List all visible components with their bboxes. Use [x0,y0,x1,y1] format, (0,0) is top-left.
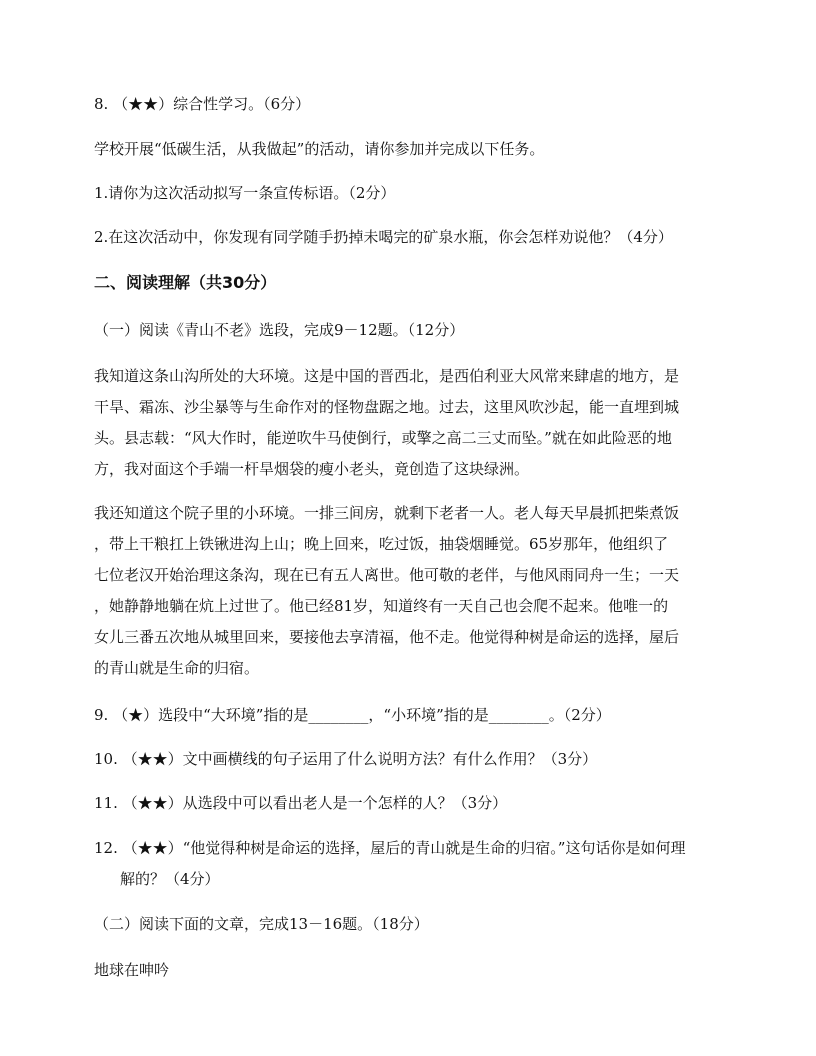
passage-line: 女儿三番五次地从城里回来，要接他去享清福，他不走。他觉得种树是命运的选择，屋后 [94,628,680,646]
passage-line: ，带上干粮扛上铁锹进沟上山；晚上回来，吃过饭，抽袋烟睡觉。65岁那年，他组织了 [94,535,669,553]
question-8-title: 8. （★★）综合性学习。（6分） [94,95,311,113]
passage-paragraph-1 [94,366,724,490]
question-8-task-1: 1.请你为这次活动拟写一条宣传标语。（2分） [94,184,396,202]
part-2-title: （二）阅读下面的文章，完成13－16题。（18分） [94,915,429,933]
question-8-task-2: 2.在这次活动中，你发现有同学随手扔掉未喝完的矿泉水瓶，你会怎样劝说他？（4分） [94,228,673,246]
question-9: 9. （★）选段中“大环境”指的是________，“小环境”指的是________。（2分） [94,706,611,724]
question-12-line-1: 12. （★★）“他觉得种树是命运的选择，屋后的青山就是生命的归宿。”这句话你是如何理 [94,839,686,857]
passage-line: 七位老汉开始治理这条沟，现在已有五人离世。他可敬的老伴，与他风雨同舟一生；一天 [94,566,680,584]
passage-line: 我还知道这个院子里的小环境。一排三间房，就剩下老者一人。老人每天早晨抓把柴煮饭 [94,504,680,522]
passage-line: 方，我对面这个手端一杆旱烟袋的瘦小老头，竟创造了这块绿洲。 [94,460,530,478]
question-8-intro: 学校开展“低碳生活，从我做起”的活动，请你参加并完成以下任务。 [94,140,545,158]
question-10: 10. （★★）文中画横线的句子运用了什么说明方法？有什么作用？（3分） [94,750,598,768]
passage-line: 干旱、霜冻、沙尘暴等与生命作对的怪物盘踞之地。过去，这里风吹沙起，能一直埋到城 [94,398,680,416]
passage-line: 我知道这条山沟所处的大环境。这是中国的晋西北，是西伯利亚大风常来肆虐的地方，是 [94,367,680,385]
passage-line: 的青山就是生命的归宿。 [94,659,260,677]
section-heading: 二、阅读理解（共30分） [94,273,277,292]
part-1-title: （一）阅读《青山不老》选段，完成9－12题。（12分） [94,321,465,339]
passage-line: 头。县志载：“风大作时，能逆吹牛马使倒行，或擎之高二三丈而坠。”就在如此险恶的地 [94,429,672,447]
question-12-line-2: 解的？（4分） [120,870,220,888]
article-title: 地球在呻吟 [94,961,170,979]
passage-line: ，她静静地躺在炕上过世了。他已经81岁，知道终有一天自己也会爬不起来。他唯一的 [94,597,669,615]
question-11: 11. （★★）从选段中可以看出老人是一个怎样的人？（3分） [94,794,508,812]
passage-paragraph-2 [94,503,724,689]
